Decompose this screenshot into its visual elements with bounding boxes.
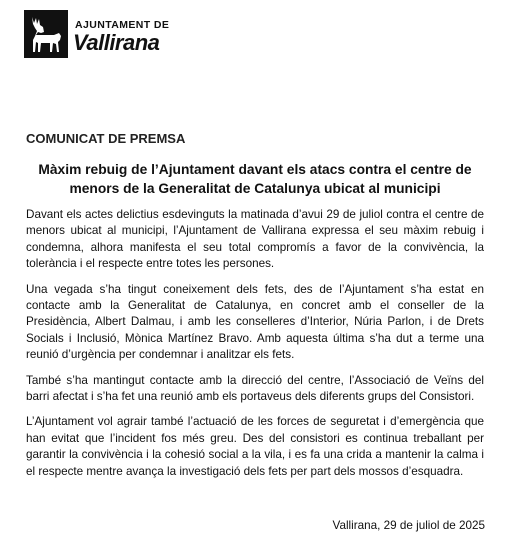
deer-icon — [24, 10, 68, 58]
paragraph: Davant els actes delictius esdevinguts la matinada d’avui 29 de juliol contra el centre de menors ubicat al municipi, l’Ajuntament de Vallirana expressa el seu màxim rebuig i condemna, alhora manifesta el seu total compromís a favor de la convivència, la tolerància i el respecte entre totes les persones. — [26, 208, 484, 271]
org-line: AJUNTAMENT DE — [75, 19, 170, 31]
paragraph: Una vegada s’ha tingut coneixement dels fets, des de l’Ajuntament s’ha estat en contacte amb la Generalitat de Catalunya, en concret amb el conseller de la Presidència, Albert Dalmau, i amb les conselleres d’Interior, Núria Parlon, i de Drets Socials i Inclusió, Mònica Martínez Bravo. Amb aquesta última s’ha dut a terme una reunió d’urgència per condemnar i analitzar els fets. — [26, 282, 484, 362]
paragraph: L’Ajuntament vol agrair també l’actuació de les forces de seguretat i d’emergència que han evitat que l’incident fos més greu. Des del consistori es continua treballant per garantir la convivència i la cohesió social a la vila, i es fa una crida a mantenir la calma i el respecte mentre avança la investigació dels fets per part dels mossos d’esquadra. — [26, 415, 484, 478]
headline: Màxim rebuig de l’Ajuntament davant els atacs contra el centre de menors de la Generalitat de Catalunya ubicat al municipi — [38, 162, 472, 196]
article-body — [26, 207, 484, 489]
signoff-date: Vallirana, 29 de juliol de 2025 — [332, 519, 485, 532]
org-name: Vallirana — [73, 29, 160, 55]
municipal-logo — [24, 10, 169, 58]
logo-wordmark — [73, 10, 169, 54]
paragraph: També s’ha mantingut contacte amb la direcció del centre, l’Associació de Veïns del barri afectat i s’ha fet una reunió amb els portaveus dels diferents grups del Consistori. — [26, 373, 484, 404]
section-label: COMUNICAT DE PREMSA — [26, 131, 186, 146]
